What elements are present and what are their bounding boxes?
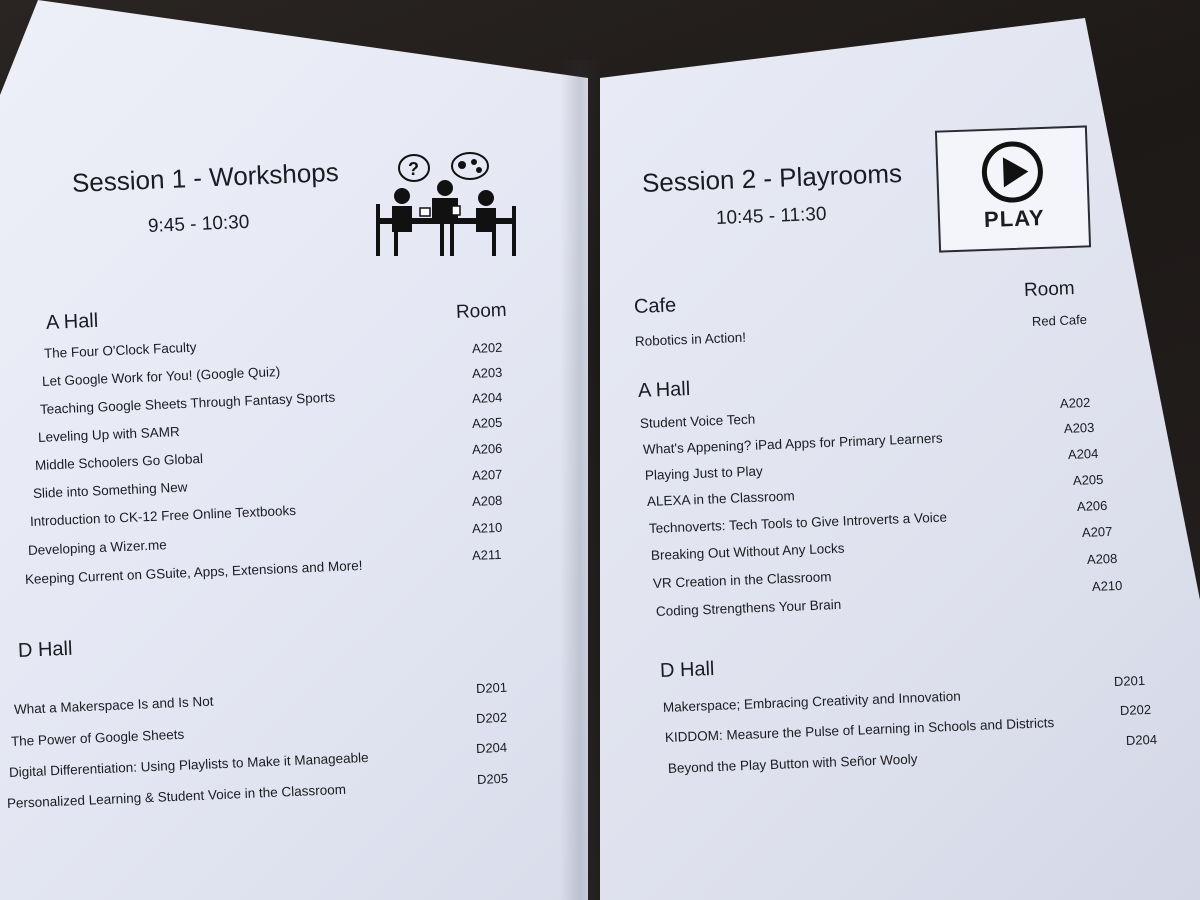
list-item: Personalized Learning & Student Voice in the Classroom [6,781,347,811]
list-item: The Four O'Clock Faculty [43,339,197,361]
list-item: ALEXA in the Classroom [646,488,796,509]
room-number: A206 [471,440,503,457]
room-number: D202 [475,709,508,726]
list-item: Middle Schoolers Go Global [34,450,204,473]
list-item: What a Makerspace Is and Is Not [13,693,214,717]
d-hall-heading-right: D Hall [659,657,715,682]
room-number: A202 [1059,394,1091,411]
room-number: D204 [1125,731,1158,748]
room-number: A208 [471,492,503,509]
session-2-time: 10:45 - 11:30 [715,203,827,229]
list-item: Teaching Google Sheets Through Fantasy Sports [39,389,336,417]
list-item: Let Google Work for You! (Google Quiz) [41,364,281,389]
list-item: Student Voice Tech [639,411,756,431]
room-number: A202 [471,339,503,356]
list-item: The Power of Google Sheets [10,726,185,749]
book-gutter [560,60,600,900]
list-item: Developing a Wizer.me [27,537,168,558]
room-number: Red Cafe [1031,311,1088,329]
session-1-title: Session 1 - Workshops [71,156,340,198]
room-header-left: Room [455,299,508,323]
room-number: A211 [471,546,502,563]
a-hall-heading-left: A Hall [45,309,99,334]
room-number: A207 [471,466,503,483]
room-number: D202 [1119,701,1152,718]
room-header-right: Room [1023,278,1076,301]
list-item: Robotics in Action! [634,329,747,349]
room-number: A207 [1081,523,1113,540]
list-item: Keeping Current on GSuite, Apps, Extensions and More! [24,557,363,587]
list-item: Playing Just to Play [644,463,764,483]
list-item: VR Creation in the Classroom [652,569,832,591]
list-item: Slide into Something New [32,479,188,501]
list-item: Introduction to CK-12 Free Online Textbooks [29,502,297,529]
room-number: A204 [471,389,503,406]
room-number: A203 [1063,419,1095,436]
d-hall-heading-left: D Hall [17,637,73,662]
list-item: Beyond the Play Button with Señor Wooly [667,751,918,776]
list-item: Breaking Out Without Any Locks [650,540,845,563]
room-number: D204 [475,739,508,756]
play-icon-box [935,125,1091,252]
a-hall-heading-right: A Hall [637,378,691,402]
room-number: D201 [1113,672,1146,689]
list-item: KIDDOM: Measure the Pulse of Learning in Schools and Districts [664,715,1055,745]
room-number: A205 [1072,471,1104,488]
play-label: PLAY [983,204,1046,233]
list-item: Technoverts: Tech Tools to Give Introverts a Voice [648,509,948,536]
list-item: Leveling Up with SAMR [37,424,181,445]
room-number: A208 [1086,550,1118,567]
room-number: A210 [471,519,503,536]
session-2-title: Session 2 - Playrooms [641,158,903,198]
cafe-heading: Cafe [633,294,677,318]
room-number: A210 [1091,577,1123,594]
list-item: Coding Strengthens Your Brain [655,596,842,619]
workshop-people-icon [372,148,520,260]
play-icon [977,137,1047,207]
svg-text:?: ? [408,159,419,179]
room-number: A206 [1076,497,1108,514]
session-1-time: 9:45 - 10:30 [147,211,250,237]
room-number: D201 [475,679,508,696]
room-number: A205 [471,414,503,431]
list-item: Digital Differentiation: Using Playlists to Make it Manageable [8,749,369,780]
room-number: A204 [1067,445,1099,462]
room-number: A203 [471,364,503,381]
list-item: Makerspace; Embracing Creativity and Innovation [662,688,961,715]
list-item: What's Appening? iPad Apps for Primary Learners [642,430,943,457]
room-number: D205 [476,770,509,787]
